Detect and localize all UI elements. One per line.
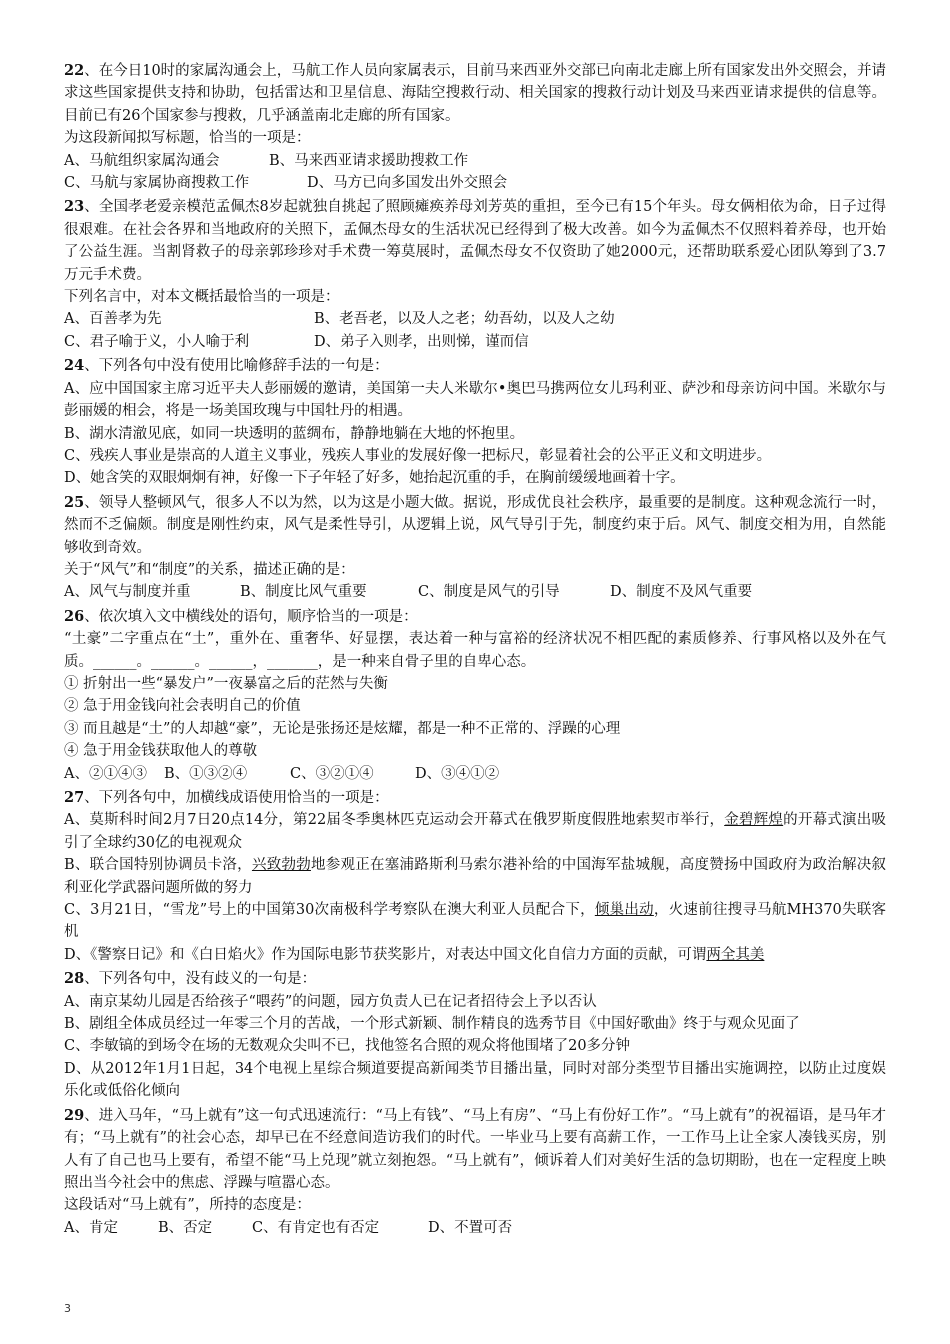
option-b: B、老吾老，以及人之老；幼吾幼，以及人之幼	[314, 311, 615, 328]
question-25	[64, 492, 886, 604]
option-b: B、马来西亚请求援助搜救工作	[269, 152, 469, 169]
question-24-stem: 24、下列各句中没有使用比喻修辞手法的一句是：	[64, 357, 389, 375]
question-23-prompt: 下列名言中，对本文概括最恰当的一项是：	[64, 289, 340, 306]
question-28-stem: 28、下列各句中，没有歧义的一句是：	[64, 970, 317, 988]
option-d: D、马方已向多国发出外交照会	[307, 175, 508, 192]
question-number: 23	[64, 198, 85, 216]
option-d: D、制度不及风气重要	[610, 584, 753, 601]
question-22	[64, 60, 886, 194]
question-26	[64, 606, 886, 785]
option-a: A、百善孝为先	[64, 311, 162, 328]
list-item: ① 折射出一些“暴发户”一夜暴富之后的茫然与失衡	[64, 675, 388, 692]
option-d: D、《警察日记》和《白日焰火》作为国际电影节获奖影片，对表达中国文化自信力方面的贡献，可谓两全其美	[64, 946, 765, 963]
option-a: A、莫斯科时间2月7日20点14分，第22届冬季奥林匹克运动会开幕式在俄罗斯度假胜地索契市举行，金碧辉煌的开幕式演出吸引了全球约30亿的电视观众	[64, 812, 887, 851]
option-c: C、君子喻于义，小人喻于利	[64, 333, 250, 350]
option-c: C、制度是风气的引导	[418, 584, 560, 601]
option-d: D、③④①②	[415, 765, 500, 782]
option-c: C、残疾人事业是崇高的人道主义事业，残疾人事业的发展好像一把标尺，彰显着社会的公平正义和文明进步。	[64, 447, 772, 464]
option-a: A、马航组织家属沟通会	[64, 152, 220, 169]
question-22-prompt: 为这段新闻拟写标题，恰当的一项是：	[64, 130, 311, 147]
question-number: 27	[64, 789, 85, 806]
option-c: C、有肯定也有否定	[252, 1219, 380, 1236]
list-item: ② 急于用金钱向社会表明自己的价值	[64, 698, 301, 715]
underlined-idiom: 两全其美	[706, 946, 765, 963]
question-29	[64, 1105, 886, 1239]
question-29-prompt: 这段话对“马上就有”，所持的态度是：	[64, 1197, 311, 1214]
option-c: C、3月21日，“雪龙”号上的中国第30次南极科学考察队在澳大利亚人员配合下，倾巢出动，火速前往搜寻马航MH370失联客机	[64, 902, 887, 941]
question-26-stem: 26、依次填入文中横线处的语句，顺序恰当的一项是：	[64, 607, 418, 625]
list-item: ④ 急于用金钱获取他人的尊敬	[64, 743, 258, 760]
option-c: C、马航与家属协商搜救工作	[64, 175, 250, 192]
question-26-passage: “土豪”二字重点在“土”，重外在、重奢华、好显摆，表达着一种与富裕的经济状况不相匹配的素质修养、行事风格以及外在气质。______。______。______，_______，是一种来自骨子里的自卑心态。	[64, 631, 886, 670]
question-29-stem: 29、进入马年，“马上就有”这一句式迅速流行：“马上有钱”、“马上有房”、“马上有份好工作”。“马上就有”的祝福语，是马年才有；“马上就有”的社会心态，却早已在不经意间造访我们的时代。一毕业马上要有高薪工作，一工作马上让全家人凑钱买房，别人有了自己也马上要有，希望不能“马上兑现”就立刻抱怨。“马上就有”，倾诉着人们对美好生活的急切期盼，也在一定程度上映照出当今社会中的焦虑、浮躁与喧嚣心态。	[64, 1106, 886, 1191]
option-d: D、从2012年1月1日起，34个电视上星综合频道要提高新闻类节目播出量，同时对部分类型节目播出实施调控，以防止过度娱乐化或低俗化倾向	[64, 1060, 886, 1100]
question-28	[64, 968, 886, 1102]
option-b: B、制度比风气重要	[240, 584, 367, 601]
option-a: A、风气与制度并重	[64, 584, 191, 601]
option-a: A、南京某幼儿园是否给孩子“喂药”的问题，园方负责人已在记者招待会上予以否认	[64, 993, 597, 1010]
question-number: 29	[64, 1106, 85, 1124]
question-23-stem: 23、全国孝老爱亲模范孟佩杰8岁起就独自挑起了照顾瘫痪养母刘芳英的重担，至今已有15个年头。母女俩相依为命，日子过得很艰难。在社会各界和当地政府的关照下，孟佩杰母女的生活状况已经得到了极大改善。如今为孟佩杰不仅照料着养母，也开始了公益生涯。当割肾救子的母亲郭珍珍对手术费一筹莫展时，孟佩杰母女不仅资助了她2000元，还帮助联系爱心团队筹到了3.7万元手术费。	[64, 198, 886, 283]
question-25-prompt: 关于“风气”和“制度”的关系，描述正确的是：	[64, 561, 355, 578]
option-a: A、应中国国家主席习近平夫人彭丽媛的邀请，美国第一夫人米歇尔•奥巴马携两位女儿玛利亚、萨沙和母亲访问中国。米歇尔与彭丽媛的相会，将是一场美国玫瑰与中国牡丹的相遇。	[64, 380, 886, 420]
question-number: 28	[64, 970, 85, 988]
question-22-stem: 22、在今日10时的家属沟通会上，马航工作人员向家属表示，目前马来西亚外交部已向南北走廊上所有国家发出外交照会，并请求这些国家提供支持和协助，包括雷达和卫星信息、海陆空搜救行动、相关国家的搜救行动计划及马来西亚请求提供的信息等。目前已有26个国家参与搜救，几乎涵盖南北走廊的所有国家。	[64, 62, 886, 124]
exam-page	[64, 60, 886, 1241]
underlined-idiom: 兴致勃勃	[251, 857, 311, 874]
question-23	[64, 196, 886, 353]
question-number: 22	[64, 62, 85, 79]
option-a: A、肯定	[64, 1219, 118, 1236]
question-number: 25	[64, 493, 85, 511]
option-b: B、联合国特别协调员卡洛，兴致勃勃地参观正在塞浦路斯利马索尔港补给的中国海军盐城舰，高度赞扬中国政府为政治解决叙利亚化学武器问题所做的努力	[64, 857, 887, 896]
option-b: B、湖水清澈见底，如同一块透明的蓝绸布，静静地躺在大地的怀抱里。	[64, 425, 525, 442]
option-c: C、③②①④	[290, 765, 374, 782]
option-d: D、不置可否	[428, 1219, 513, 1236]
option-a: A、②①④③	[64, 765, 147, 782]
question-24	[64, 355, 886, 489]
option-b: B、否定	[158, 1219, 213, 1236]
option-c: C、李敏镐的到场令在场的无数观众尖叫不已，找他签名合照的观众将他围堵了20多分钟	[64, 1038, 631, 1055]
page-number: 3	[64, 1302, 71, 1315]
question-number: 24	[64, 357, 85, 375]
option-b: B、剧组全体成员经过一年零三个月的苦战，一个形式新颖、制作精良的选秀节目《中国好歌曲》终于与观众见面了	[64, 1016, 800, 1033]
underlined-idiom: 金碧辉煌	[724, 812, 784, 829]
underlined-idiom: 倾巢出动	[594, 902, 654, 919]
question-number: 26	[64, 607, 85, 625]
question-27-stem: 27、下列各句中，加横线成语使用恰当的一项是：	[64, 789, 389, 806]
list-item: ③ 而且越是“土”的人却越“豪”，无论是张扬还是炫耀，都是一种不正常的、浮躁的心理	[64, 720, 621, 737]
option-d: D、弟子入则孝，出则悌，谨而信	[314, 333, 529, 350]
option-b: B、①③②④	[164, 765, 248, 782]
question-27	[64, 787, 886, 966]
option-d: D、她含笑的双眼炯炯有神，好像一下子年轻了好多，她抬起沉重的手，在胸前缓缓地画着十字。	[64, 470, 685, 487]
question-25-stem: 25、领导人整顿风气，很多人不以为然，以为这是小题大做。据说，形成优良社会秩序，最重要的是制度。这种观念流行一时，然而不乏偏颇。制度是刚性约束，风气是柔性导引，从逻辑上说，风气导引于先，制度约束于后。风气、制度交相为用，自然能够收到奇效。	[64, 493, 886, 556]
